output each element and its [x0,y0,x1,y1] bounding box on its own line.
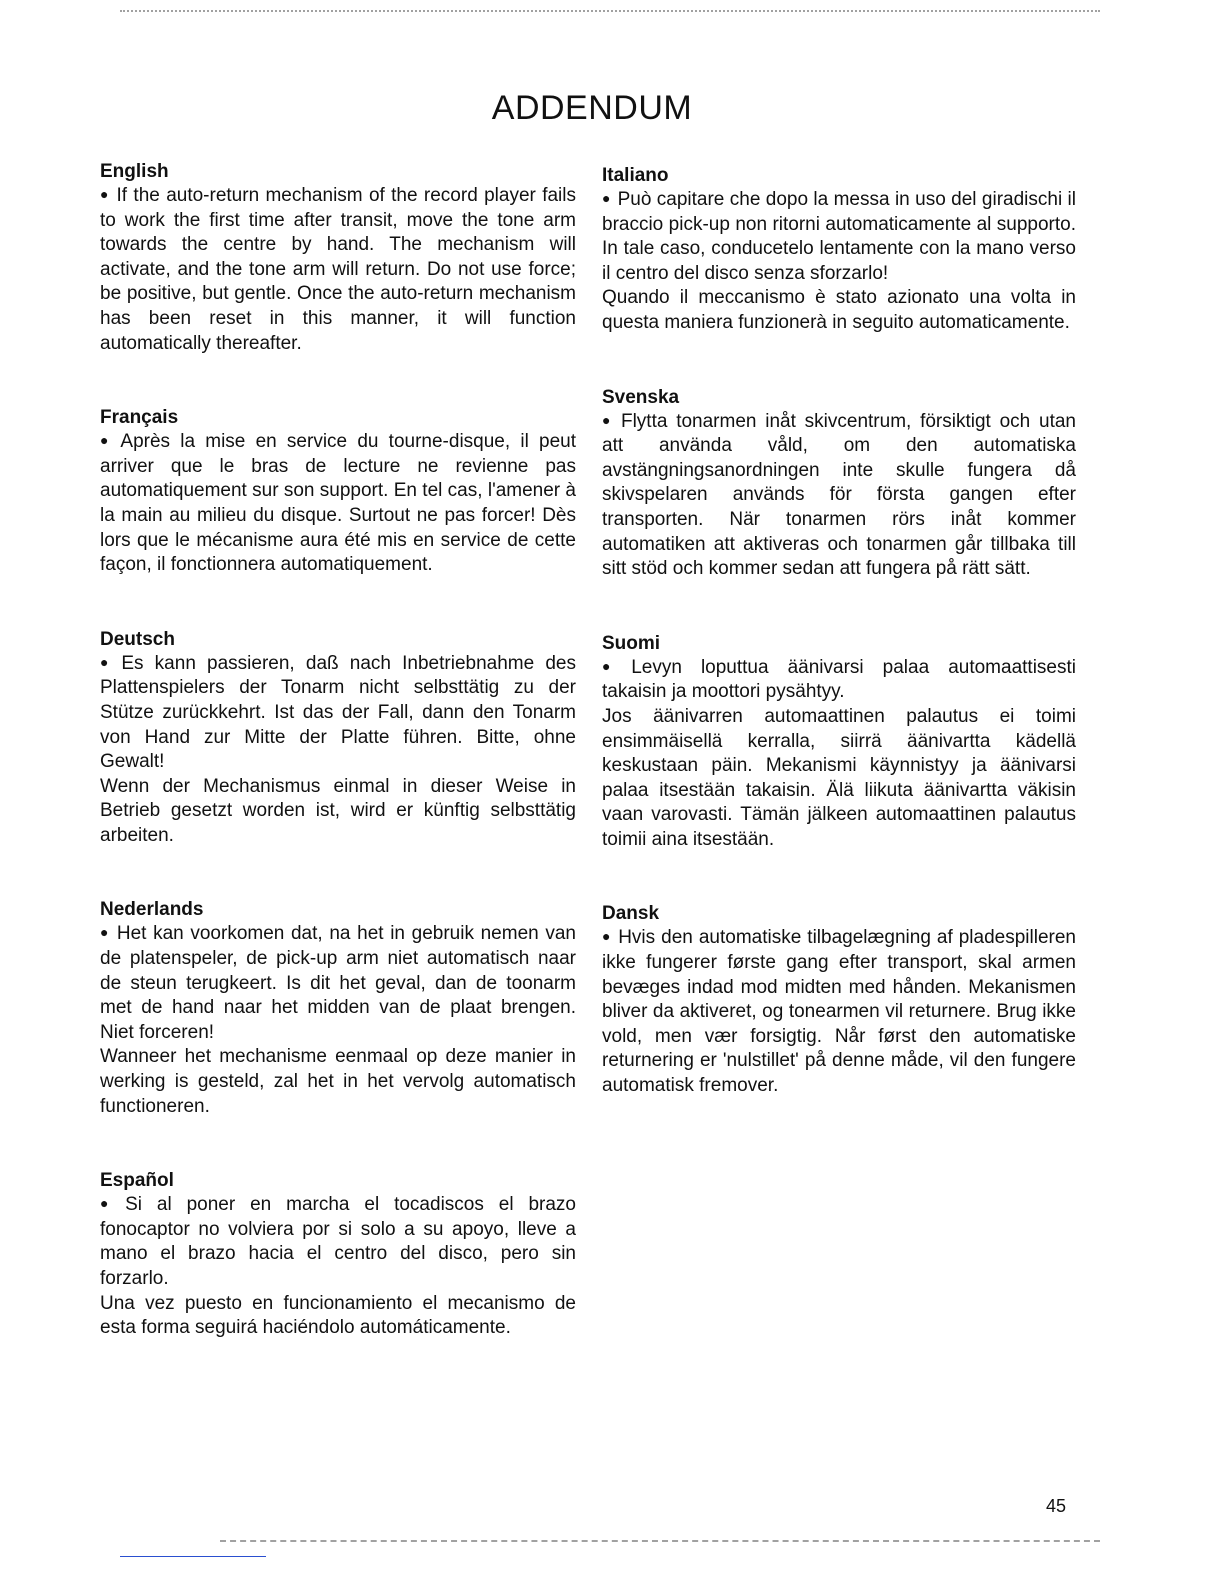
section-paragraph: ● Levyn loputtua äänivarsi palaa automaattisesti takaisin ja moottori pysähtyy. [602,656,1076,705]
section-heading: Svenska [602,386,680,408]
page-title: ADDENDUM [491,88,693,127]
section-heading: Italiano [602,165,669,186]
section-paragraph: Quando il meccanismo è stato azionato una volta in questa maniera funzionerà in seguito automaticamente. [602,287,1076,333]
left-column [100,160,576,1341]
section-paragraph: ● Het kan voorkomen dat, na het in gebruik nemen van de platenspeler, de pick-up arm niet automatisch naar de steun terugkeert. Is dit het geval, dan de toonarm met de hand naar het midden van de plaat brengen. Niet forceren! [100,922,576,1045]
section-paragraph: Wanneer het mechanisme eenmaal op deze manier in werking is gesteld, zal het in het vervolg automatisch functioneren. [100,1046,576,1117]
section-dansk [602,902,1076,1098]
section-english [100,160,576,356]
section-paragraph: ● Può capitare che dopo la messa in uso del giradischi il braccio pick-up non ritorni automaticamente al supporto. In tale caso, conducetelo lentamente con la mano verso il centro del disco senza sforzarlo! [602,188,1076,286]
section-paragraph: ● Si al poner en marcha el tocadiscos el brazo fonocaptor no volviera por si solo a su apoyo, lleve a mano el brazo hacia el centro del disco, pero sin forzarlo. [100,1193,576,1291]
section-svenska [602,386,1076,582]
section-paragraph: ● If the auto-return mechanism of the record player fails to work the first time after transit, move the tone arm towards the centre by hand. The mechanism will activate, and the tone arm will return. Do not use force; be positive, but gentle. Once the auto-return mechanism has been reset in this manner, it will function automatically thereafter. [100,184,576,356]
section-heading: Nederlands [100,899,204,921]
section-paragraph: Jos äänivarren automaattinen palautus ei toimi ensimmäisellä kerralla, siirrä äänivartta kädellä keskustaan päin. Mekanismi käynnistyy ja äänivarsi palaa itsestään takaisin. Älä liikuta äänivartta väkisin vaan varovasti. Tämän jälkeen automaattinen palautus toimii aina itsestään. [602,705,1076,850]
section-paragraph: ● Après la mise en service du tourne-disque, il peut arriver que le bras de lecture ne revienne pas automatiquement sur son support. En tel cas, l'amener à la main au milieu du disque. Surtout ne pas forcer! Dès lors que le mécanisme aura été mis en service de cette façon, il fonctionnera automatiquement. [100,430,576,578]
section-heading: Deutsch [100,628,175,650]
section-francais [100,406,576,578]
scan-artifact-line [120,1556,266,1557]
section-heading: Suomi [602,632,661,654]
section-paragraph: ● Flytta tonarmen inåt skivcentrum, försiktigt och utan att använda våld, om den automatiska avstängningsanordningen inte skulle fungera då skivspelaren används för första gangen efter transporten. När tonarmen rörs inåt kommer automatiken att aktiveras och tonarmen går tillbaka till sitt stöd och kommer sedan att fungera på rätt sätt. [602,410,1076,582]
section-suomi [602,632,1076,853]
scan-artifact-bottom [220,1540,1100,1544]
section-heading: English [100,161,169,182]
scan-artifact-top [120,10,1100,14]
section-paragraph: ● Hvis den automatiske tilbagelægning af pladespilleren ikke fungerer første gang efter transport, skal armen bevæges indad mod midten med hånden. Mekanismen bliver da aktiveret, og tonearmen vil returnere. Brug ikke vold, men vær forsigtig. Når først den automatiske returnering er 'nulstillet' på denne måde, vil den fungere automatisk fremover. [602,926,1076,1098]
section-heading: Français [100,407,179,429]
right-column [602,164,1076,1099]
section-nederlands [100,898,576,1119]
section-paragraph: Una vez puesto en funcionamiento el mecanismo de esta forma seguirá haciéndolo automáticamente. [100,1292,576,1339]
section-heading: Dansk [602,903,660,925]
section-deutsch [100,628,576,849]
section-paragraph: ● Es kann passieren, daß nach Inbetriebnahme des Plattenspielers der Tonarm nicht selbsttätig zu der Stütze zurückkehrt. Ist das der Fall, dann den Tonarm von Hand zur Mitte der Platte führen. Bitte, ohne Gewalt! [100,652,576,775]
section-paragraph: Wenn der Mechanismus einmal in dieser Weise in Betrieb gesetzt worden ist, wird er künftig selbsttätig arbeiten. [100,775,576,846]
page-number: 45 [1045,1496,1066,1516]
section-italiano [602,164,1076,336]
section-espanol [100,1169,576,1341]
section-heading: Español [100,1170,174,1192]
